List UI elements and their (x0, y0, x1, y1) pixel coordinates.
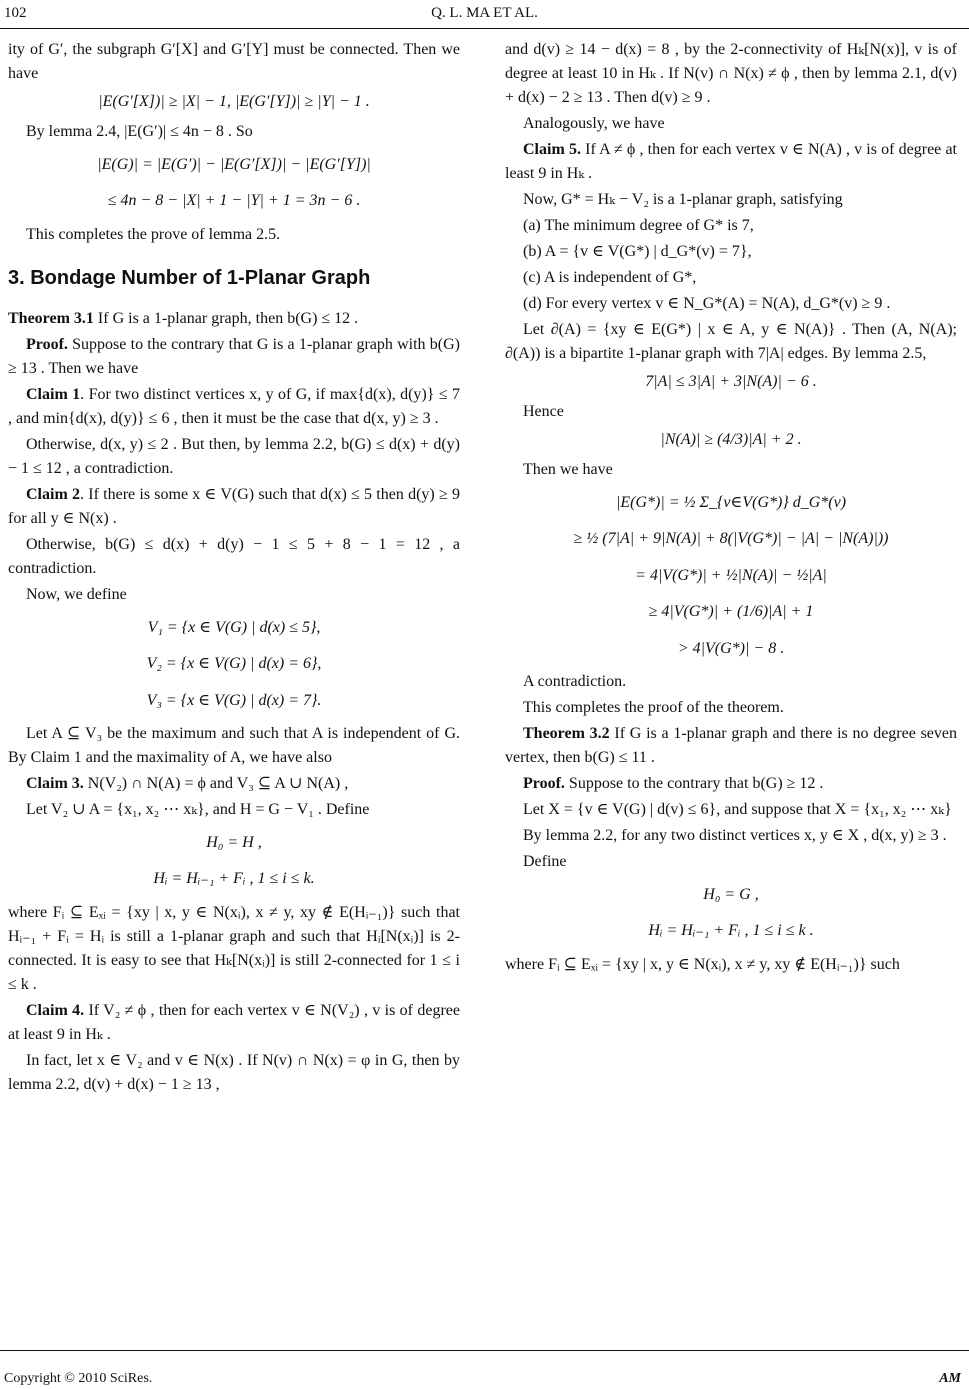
theorem-text: If G is a 1-planar graph and there is no degree seven vertex, then b(G) ≤ 11 . (505, 724, 957, 766)
paragraph: and d(v) ≥ 14 − d(x) = 8 , by the 2-connectivity of Hₖ[N(x)], v is of degree at least 10 in Hₖ . If N(v) ∩ N(x) ≠ ϕ , then by lemma 2.1, d(v) + d(x) − 2 ≥ 13 . Then d(v) ≥ 9 . (505, 41, 957, 106)
claim-label: Claim 2 (26, 485, 81, 503)
theorem-label: Theorem 3.2 (523, 724, 610, 742)
right-column (505, 38, 957, 979)
paragraph: This completes the proof of the theorem. (523, 698, 784, 716)
paragraph: Now, we define (26, 585, 127, 603)
proof (505, 772, 957, 796)
copyright: Copyright © 2010 SciRes. (4, 1371, 153, 1386)
running-head: Q. L. MA ET AL. (431, 5, 538, 21)
claim (8, 772, 460, 796)
equation: = 4|V(G*)| + ½|N(A)| − ½|A| (635, 566, 827, 584)
theorem (8, 307, 460, 331)
section-title: 3. Bondage Number of 1-Planar Graph (8, 266, 371, 289)
equation: H₀ = H , (206, 833, 262, 851)
equation: > 4|V(G*)| − 8 . (677, 639, 785, 657)
footer-rule (0, 1350, 969, 1351)
proof-label: Proof. (523, 774, 565, 792)
paragraph: where Fᵢ ⊆ Eₓᵢ = {xy | x, y ∈ N(xᵢ), x ≠ y, xy ∉ E(Hᵢ₋₁)} such that Hᵢ₋₁ + Fᵢ = Hᵢ is still a 1-planar graph and such that Hᵢ[N(xᵢ)] is 2-connected. It is easy to see that Hₖ[N(xᵢ)] is still 2-connected for 1 ≤ i ≤ k . (8, 903, 460, 993)
header-rule (0, 28, 969, 29)
paragraph: Then we have (523, 461, 613, 478)
equation-block (505, 488, 957, 664)
claim-label: Claim 3. (26, 774, 84, 792)
equation: V₃ = {x ∈ V(G) | d(x) = 7}. (146, 691, 322, 709)
theorem (505, 722, 957, 770)
paragraph: By lemma 2.2, for any two distinct vertices x, y ∈ X , d(x, y) ≥ 3 . (523, 826, 947, 844)
claim (505, 138, 957, 186)
left-column (8, 38, 460, 1099)
condition-c: (c) A is independent of G*, (523, 269, 697, 286)
equation-block (8, 613, 460, 716)
equation: |E(G*)| = ½ Σ_{v∈V(G*)} d_G*(v) (615, 494, 847, 511)
claim-text: N(V₂) ∩ N(A) = ϕ and V₃ ⊆ A ∪ N(A) , (83, 774, 349, 792)
page-header (0, 0, 969, 30)
proof-text: Suppose to the contrary that b(G) ≥ 12 . (564, 774, 824, 792)
paragraph: Let V₂ ∪ A = {x₁, x₂ ⋯ xₖ}, and H = G − V₁ . Define (26, 800, 370, 818)
paragraph: A contradiction. (523, 672, 627, 690)
paragraph: Let ∂(A) = {xy ∈ E(G*) | x ∈ A, y ∈ N(A)} . Then (A, N(A); ∂(A)) is a bipartite 1-planar graph with 7|A| edges. By lemma 2.5, (505, 321, 957, 362)
paragraph: Define (523, 852, 567, 870)
proof-label: Proof. (26, 335, 68, 353)
equation: |N(A)| ≥ (4/3)|A| + 2 . (660, 431, 802, 448)
page-footer (0, 1350, 969, 1386)
paragraph: where Fᵢ ⊆ Eₓᵢ = {xy | x, y ∈ N(xᵢ), x ≠ y, xy ∉ E(Hᵢ₋₁)} such (505, 955, 900, 973)
proof-text: Suppose to the contrary that G is a 1-planar graph with b(G) ≥ 13 . Then we have (8, 335, 460, 377)
equation: Hᵢ = Hᵢ₋₁ + Fᵢ , 1 ≤ i ≤ k . (648, 922, 814, 940)
claim (8, 383, 460, 431)
claim-text: If V₂ ≠ ϕ , then for each vertex v ∈ N(V₂) , v is of degree at least 9 in Hₖ . (8, 1001, 460, 1043)
page-number: 102 (4, 5, 27, 21)
claim (8, 999, 460, 1047)
equation: ≥ ½ (7|A| + 9|N(A)| + 8(|V(G*)| − |A| − |N(A)|)) (573, 530, 889, 548)
equation-block (505, 880, 957, 947)
proof (8, 333, 460, 381)
paragraph: ity of G′, the subgraph G′[X] and G′[Y] must be connected. Then we have (8, 41, 460, 82)
theorem-text: If G is a 1-planar graph, then b(G) ≤ 12 . (93, 309, 359, 327)
paragraph: Now, G* = Hₖ − V₂ is a 1-planar graph, satisfying (523, 191, 843, 208)
equation: |E(G′[X])| ≥ |X| − 1, |E(G′[Y])| ≥ |Y| − 1 . (98, 93, 370, 110)
journal-abbrev: AM (939, 1371, 961, 1386)
equation: 7|A| ≤ 3|A| + 3|N(A)| − 6 . (645, 373, 817, 390)
claim-text: If A ≠ ϕ , then for each vertex v ∈ N(A) , v is of degree at least 9 in Hₖ . (505, 141, 957, 182)
claim-label: Claim 1 (26, 385, 81, 403)
paragraph: Otherwise, d(x, y) ≤ 2 . But then, by lemma 2.2, b(G) ≤ d(x) + d(y) − 1 ≤ 12 , a contradiction. (8, 435, 460, 477)
claim-label: Claim 4. (26, 1001, 85, 1019)
equation: V₂ = {x ∈ V(G) | d(x) = 6}, (146, 655, 322, 673)
equation: ≥ 4|V(G*)| + (1/6)|A| + 1 (648, 603, 814, 621)
equation: Hᵢ = Hᵢ₋₁ + Fᵢ , 1 ≤ i ≤ k. (153, 870, 315, 888)
equation: H₀ = G , (703, 885, 759, 903)
paragraph: By lemma 2.4, |E(G′)| ≤ 4n − 8 . So (26, 123, 253, 140)
claim-text: . If there is some x ∈ V(G) such that d(x) ≤ 5 then d(y) ≥ 9 for all y ∈ N(x) . (8, 485, 460, 527)
condition-a: (a) The minimum degree of G* is 7, (523, 217, 754, 234)
equation: V₁ = {x ∈ V(G) | d(x) ≤ 5}, (147, 618, 321, 636)
condition-d: (d) For every vertex v ∈ N_G*(A) = N(A), d_G*(v) ≥ 9 . (523, 295, 891, 312)
claim (8, 483, 460, 531)
equation-block (8, 150, 460, 217)
condition-b: (b) A = {v ∈ V(G*) | d_G*(v) = 7}, (523, 243, 752, 260)
claim-label: Claim 5. (523, 141, 581, 158)
paragraph: Let A ⊆ V₃ be the maximum and such that A is independent of G. By Claim 1 and the maximality of A, we have also (8, 724, 460, 766)
equation-block (8, 828, 460, 895)
paragraph: Hence (523, 403, 564, 420)
theorem-label: Theorem 3.1 (8, 309, 94, 327)
claim-text: . For two distinct vertices x, y of G, if max{d(x), d(y)} ≤ 7 , and min{d(x), d(y)} ≤ 6 , then it must be the case that d(x, y) ≥ 3 . (8, 385, 460, 427)
paragraph: Otherwise, b(G) ≤ d(x) + d(y) − 1 ≤ 5 + 8 − 1 = 12 , a contradiction. (8, 535, 460, 577)
paragraph: Analogously, we have (523, 115, 665, 132)
paragraph: Let X = {v ∈ V(G) | d(v) ≤ 6}, and suppose that X = {x₁, x₂ ⋯ xₖ} (523, 800, 952, 818)
equation: |E(G)| = |E(G′)| − |E(G′[X])| − |E(G′[Y])| (97, 156, 371, 173)
paragraph: This completes the prove of lemma 2.5. (26, 225, 281, 243)
equation: ≤ 4n − 8 − |X| + 1 − |Y| + 1 = 3n − 6 . (107, 192, 361, 210)
paragraph: In fact, let x ∈ V₂ and v ∈ N(x) . If N(v) ∩ N(x) = φ in G, then by lemma 2.2, d(v) + d(x) − 1 ≥ 13 , (8, 1051, 460, 1093)
